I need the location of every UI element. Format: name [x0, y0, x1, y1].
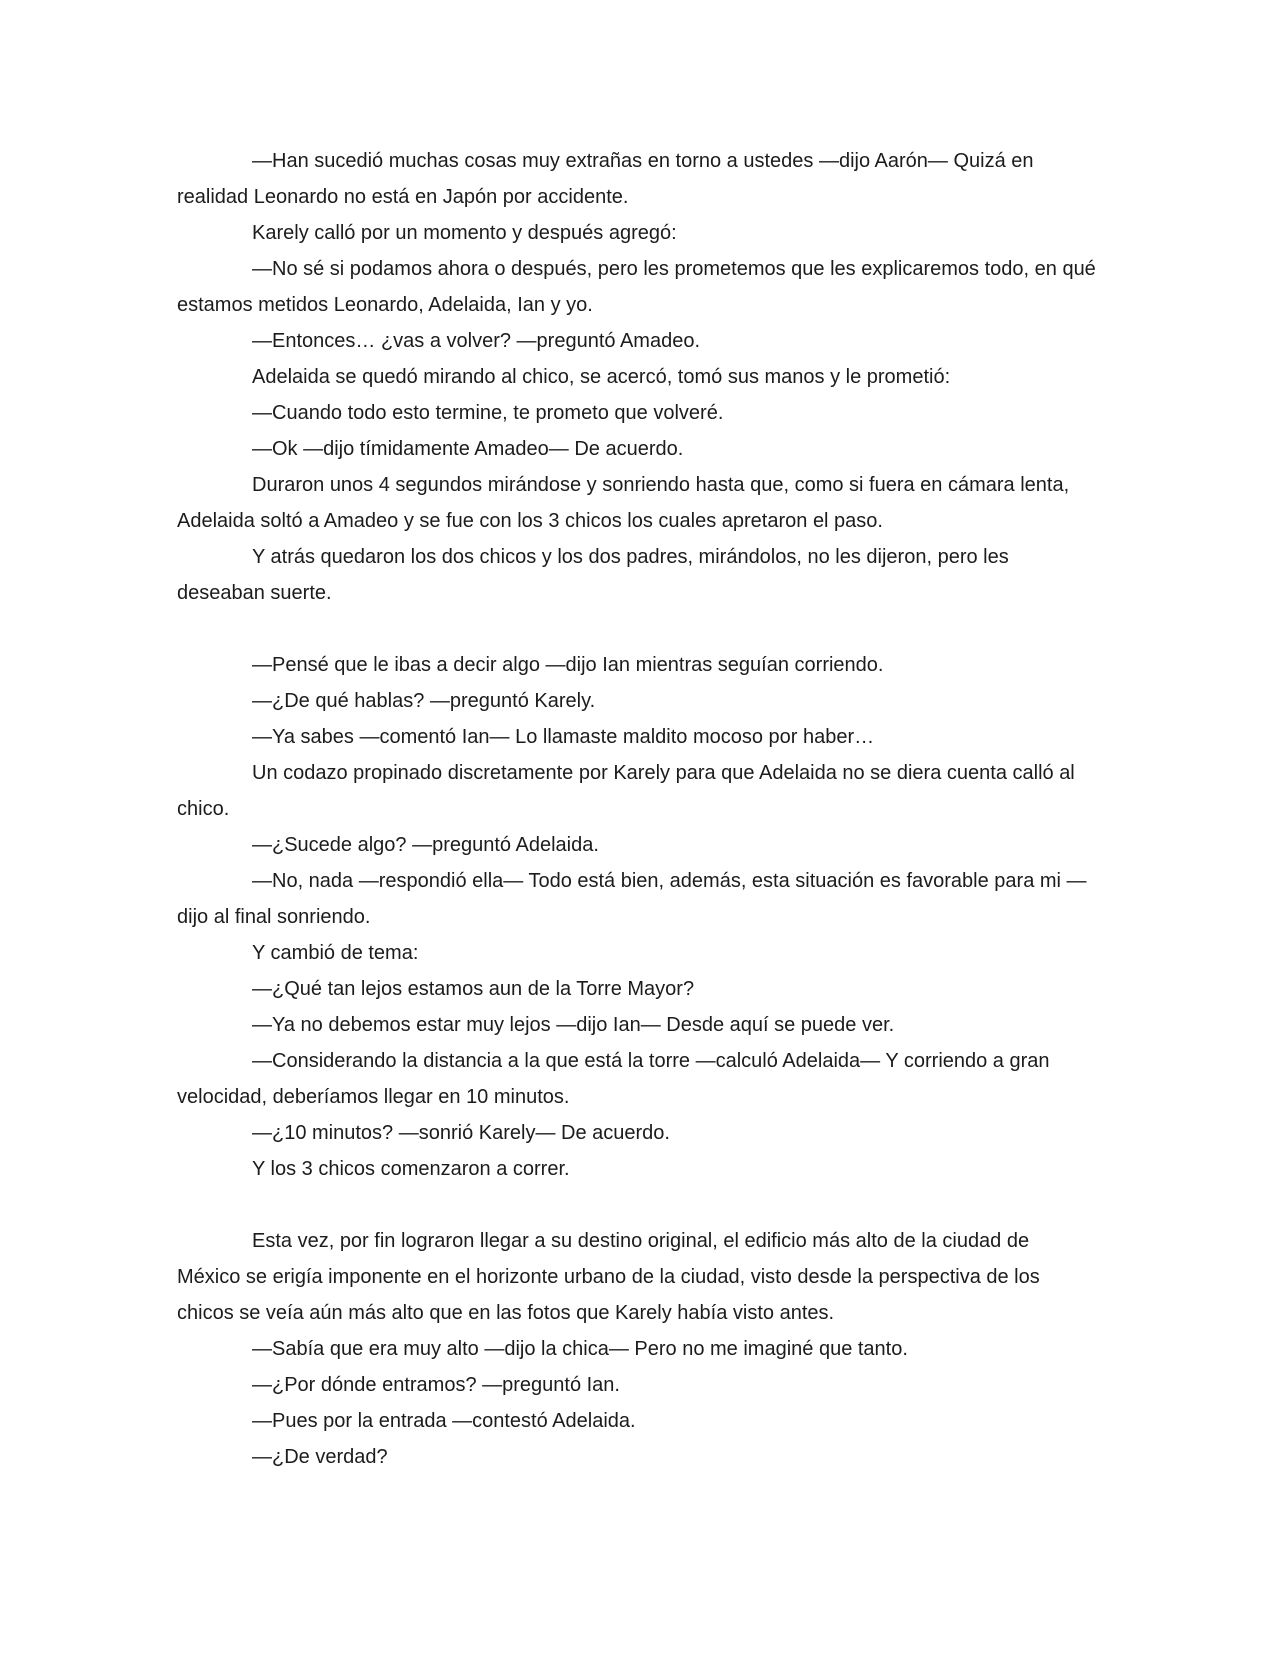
paragraph: —¿Qué tan lejos estamos aun de la Torre Mayor?	[252, 978, 695, 1000]
document-body	[177, 143, 1097, 1475]
paragraph: —Ya sabes —comentó Ian— Lo llamaste maldito mocoso por haber…	[252, 726, 875, 748]
section-break	[177, 1187, 1097, 1223]
paragraph: —¿Por dónde entramos? —preguntó Ian.	[252, 1374, 620, 1396]
paragraph: —Sabía que era muy alto —dijo la chica— Pero no me imaginé que tanto.	[252, 1338, 908, 1360]
paragraph: —¿10 minutos? —sonrió Karely— De acuerdo.	[252, 1122, 670, 1144]
paragraph: Y atrás quedaron los dos chicos y los dos padres, mirándolos, no les dijeron, pero les deseaban suerte.	[177, 546, 1009, 604]
paragraph: —Han sucedió muchas cosas muy extrañas en torno a ustedes —dijo Aarón— Quizá en realidad Leonardo no está en Japón por accidente.	[177, 150, 1034, 208]
paragraph: —¿De verdad?	[252, 1446, 388, 1468]
paragraph: Un codazo propinado discretamente por Karely para que Adelaida no se diera cuenta calló al chico.	[177, 762, 1075, 820]
paragraph: Karely calló por un momento y después agregó:	[252, 222, 677, 244]
paragraph: —¿Sucede algo? —preguntó Adelaida.	[252, 834, 599, 856]
paragraph: —¿De qué hablas? —preguntó Karely.	[252, 690, 596, 712]
paragraph: —No sé si podamos ahora o después, pero les prometemos que les explicaremos todo, en qué estamos metidos Leonardo, Adelaida, Ian y yo.	[177, 258, 1096, 316]
paragraph: Y cambió de tema:	[252, 942, 419, 964]
paragraph: —Entonces… ¿vas a volver? —preguntó Amadeo.	[252, 330, 701, 352]
paragraph: Y los 3 chicos comenzaron a correr.	[252, 1158, 570, 1180]
section-break	[177, 611, 1097, 647]
paragraph: Duraron unos 4 segundos mirándose y sonriendo hasta que, como si fuera en cámara lenta, Adelaida soltó a Amadeo y se fue con los 3 chicos los cuales apretaron el paso.	[177, 474, 1070, 532]
paragraph: —No, nada —respondió ella— Todo está bien, además, esta situación es favorable para mi —dijo al final sonriendo.	[177, 870, 1087, 928]
paragraph: —Pensé que le ibas a decir algo —dijo Ian mientras seguían corriendo.	[252, 654, 884, 676]
paragraph: —Considerando la distancia a la que está la torre —calculó Adelaida— Y corriendo a gran velocidad, deberíamos llegar en 10 minutos.	[177, 1050, 1050, 1108]
paragraph: Adelaida se quedó mirando al chico, se acercó, tomó sus manos y le prometió:	[252, 366, 951, 388]
paragraph: —Pues por la entrada —contestó Adelaida.	[252, 1410, 636, 1432]
paragraph: —Ya no debemos estar muy lejos —dijo Ian— Desde aquí se puede ver.	[252, 1014, 895, 1036]
paragraph: —Cuando todo esto termine, te prometo que volveré.	[252, 402, 724, 424]
paragraph: Esta vez, por fin lograron llegar a su destino original, el edificio más alto de la ciudad de México se erigía imponente en el horizonte urbano de la ciudad, visto desde la perspectiva de los chicos se veía aún más alto que en las fotos que Karely había visto antes.	[177, 1230, 1040, 1324]
paragraph: —Ok —dijo tímidamente Amadeo— De acuerdo.	[252, 438, 684, 460]
